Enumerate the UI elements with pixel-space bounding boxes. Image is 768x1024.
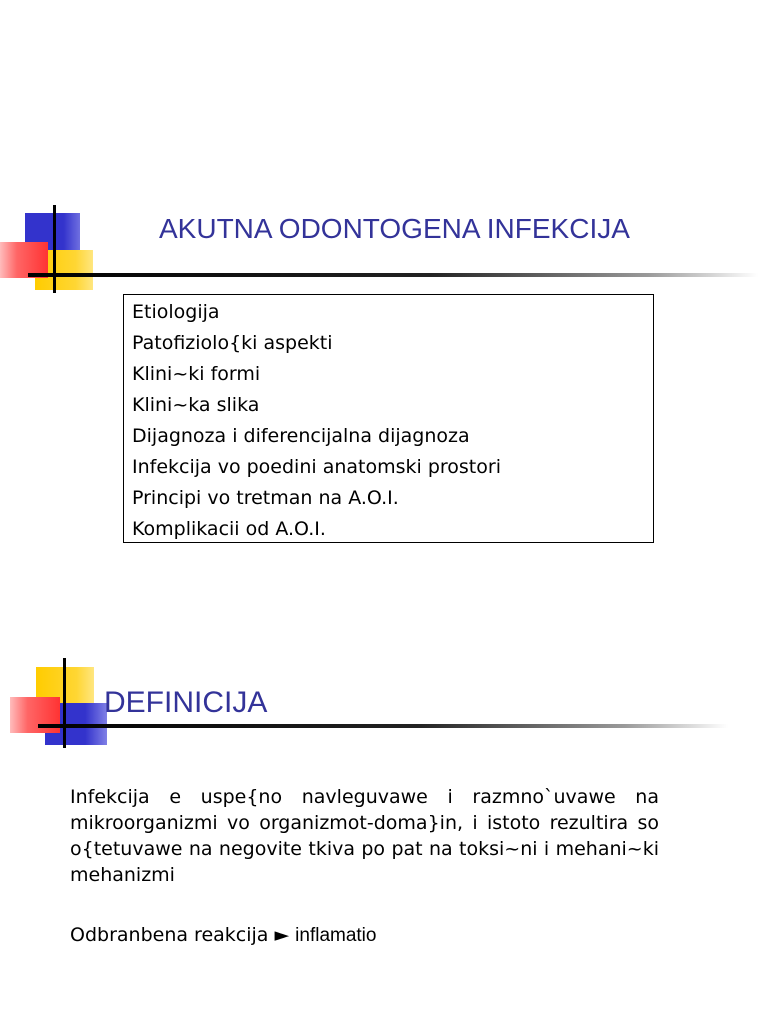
list-item: Patofiziolo{ki aspekti	[132, 332, 333, 354]
color-squares-logo	[0, 205, 100, 295]
logo-vertical-line	[53, 205, 56, 293]
slide-title: AKUTNA ODONTOGENA INFEKCIJA	[159, 213, 630, 244]
list-item: Komplikacii od A.O.I.	[132, 518, 326, 540]
color-squares-logo	[0, 658, 110, 750]
slide-title: DEFINICIJA	[104, 686, 268, 719]
reaction-label: Odbranbena reakcija	[70, 924, 269, 946]
list-item: Infekcija vo poedini anatomski prostori	[132, 456, 501, 478]
reaction-term: inflamatio	[295, 925, 377, 946]
list-item: Dijagnoza i diferencijalna dijagnoza	[132, 425, 470, 447]
list-item: Etiologija	[132, 301, 220, 323]
list-item: Klini~ki formi	[132, 363, 261, 385]
title-underline	[38, 724, 728, 728]
topics-list	[123, 294, 654, 543]
title-underline	[28, 273, 758, 277]
list-item: Principi vo tretman na A.O.I.	[132, 487, 399, 509]
logo-vertical-line	[63, 658, 66, 748]
list-item: Klini~ka slika	[132, 394, 260, 416]
definition-paragraph: Infekcija e uspe{no navleguvawe i razmno`uvawe na mikroorganizmi vo organizmot-doma}in, i istoto rezultira so o{tetuvawe na negovite tkiva po pat na toksi~ni i mehani~ki mehanizmi	[70, 786, 659, 886]
right-pointer-icon: ►	[274, 924, 290, 946]
reaction-line	[70, 922, 376, 949]
